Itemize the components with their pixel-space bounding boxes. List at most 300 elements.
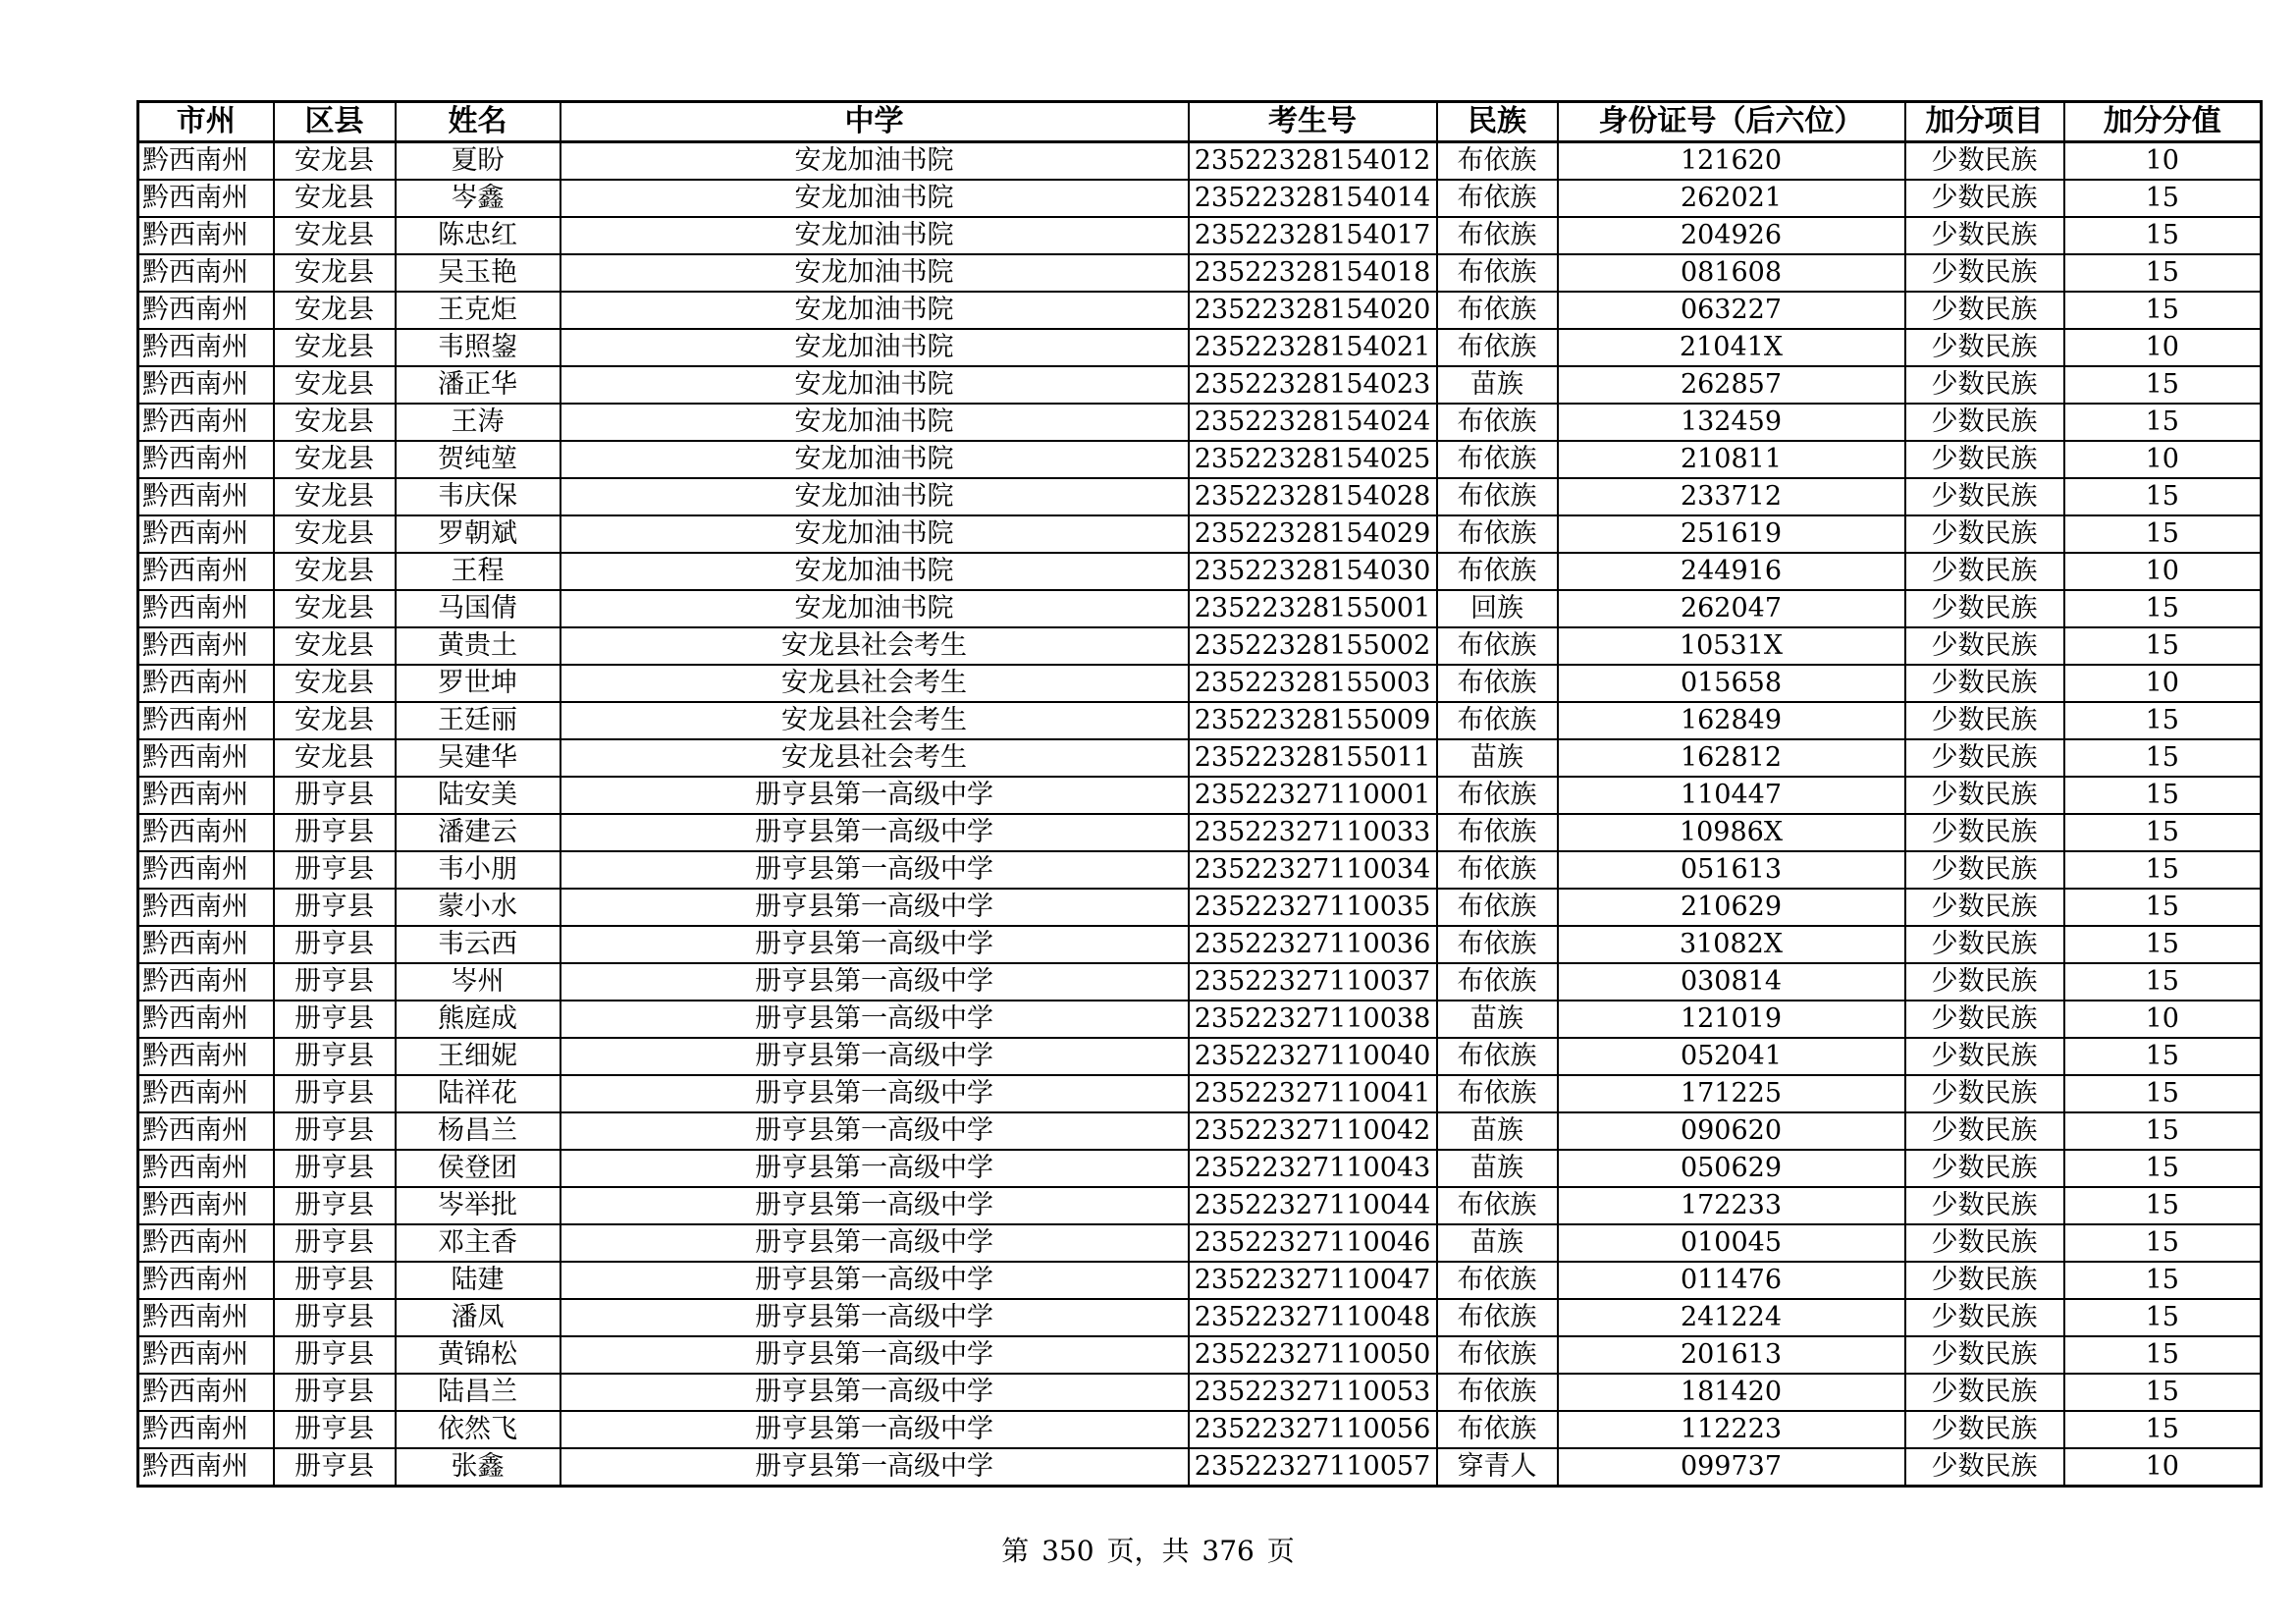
cell-county: 安龙县 [274,665,396,702]
cell-school: 安龙加油书院 [561,553,1189,590]
cell-bonus-item: 少数民族 [1905,404,2064,441]
cell-school: 册亨县第一高级中学 [561,1112,1189,1150]
cell-exam-number: 23522327110033 [1189,814,1437,851]
cell-bonus-points: 15 [2064,180,2262,217]
cell-bonus-item: 少数民族 [1905,515,2064,553]
cell-county: 册亨县 [274,1187,396,1224]
cell-name: 王克炬 [396,292,561,329]
cell-ethnicity: 布依族 [1437,515,1558,553]
cell-bonus-item: 少数民族 [1905,329,2064,366]
cell-bonus-item: 少数民族 [1905,963,2064,1001]
cell-name: 潘建云 [396,814,561,851]
header-bonus-points: 加分分值 [2064,102,2262,142]
cell-bonus-points: 15 [2064,254,2262,292]
cell-ethnicity: 布依族 [1437,627,1558,665]
cell-id-last-six: 121019 [1558,1001,1905,1038]
cell-bonus-points: 10 [2064,553,2262,590]
cell-bonus-item: 少数民族 [1905,1187,2064,1224]
cell-name: 罗朝斌 [396,515,561,553]
cell-school: 安龙县社会考生 [561,627,1189,665]
cell-ethnicity: 苗族 [1437,1224,1558,1262]
cell-county: 安龙县 [274,590,396,627]
cell-bonus-item: 少数民族 [1905,1038,2064,1075]
cell-id-last-six: 132459 [1558,404,1905,441]
cell-bonus-points: 15 [2064,404,2262,441]
table-row [138,1299,2262,1336]
cell-exam-number: 23522328154029 [1189,515,1437,553]
cell-county: 安龙县 [274,739,396,777]
cell-ethnicity: 苗族 [1437,1112,1558,1150]
cell-school: 册亨县第一高级中学 [561,1448,1189,1487]
cell-id-last-six: 262021 [1558,180,1905,217]
cell-county: 安龙县 [274,702,396,739]
cell-ethnicity: 布依族 [1437,180,1558,217]
cell-name: 韦庆保 [396,478,561,515]
cell-name: 王廷丽 [396,702,561,739]
table-row [138,1411,2262,1448]
cell-id-last-six: 262857 [1558,366,1905,404]
cell-name: 黄锦松 [396,1336,561,1374]
cell-ethnicity: 布依族 [1437,217,1558,254]
cell-bonus-points: 15 [2064,889,2262,926]
cell-id-last-six: 210629 [1558,889,1905,926]
cell-name: 熊庭成 [396,1001,561,1038]
cell-school: 安龙加油书院 [561,217,1189,254]
page-number: 第 350 页，共 376 页 [1001,1535,1295,1567]
cell-bonus-item: 少数民族 [1905,478,2064,515]
cell-bonus-points: 15 [2064,627,2262,665]
cell-bonus-points: 15 [2064,515,2262,553]
cell-id-last-six: 110447 [1558,777,1905,814]
cell-bonus-item: 少数民族 [1905,1001,2064,1038]
cell-name: 马国倩 [396,590,561,627]
cell-bonus-points: 15 [2064,1411,2262,1448]
cell-city: 黔西南州 [138,553,274,590]
cell-school: 册亨县第一高级中学 [561,1038,1189,1075]
cell-county: 安龙县 [274,142,396,181]
cell-exam-number: 23522327110034 [1189,851,1437,889]
cell-county: 安龙县 [274,180,396,217]
cell-school: 册亨县第一高级中学 [561,1224,1189,1262]
cell-school: 安龙加油书院 [561,292,1189,329]
table-row [138,292,2262,329]
cell-city: 黔西南州 [138,1262,274,1299]
cell-bonus-item: 少数民族 [1905,180,2064,217]
table-row [138,1448,2262,1487]
cell-bonus-points: 15 [2064,478,2262,515]
cell-city: 黔西南州 [138,702,274,739]
cell-bonus-points: 15 [2064,1224,2262,1262]
cell-ethnicity: 布依族 [1437,1374,1558,1411]
cell-county: 安龙县 [274,217,396,254]
table-row [138,1187,2262,1224]
cell-name: 岑鑫 [396,180,561,217]
cell-bonus-item: 少数民族 [1905,1374,2064,1411]
cell-bonus-item: 少数民族 [1905,1299,2064,1336]
roster-table [136,100,2263,1488]
cell-school: 安龙县社会考生 [561,739,1189,777]
cell-county: 安龙县 [274,553,396,590]
cell-county: 册亨县 [274,1075,396,1112]
cell-name: 陆安美 [396,777,561,814]
cell-exam-number: 23522327110050 [1189,1336,1437,1374]
cell-name: 陈忠红 [396,217,561,254]
cell-city: 黔西南州 [138,1299,274,1336]
cell-ethnicity: 布依族 [1437,1262,1558,1299]
cell-ethnicity: 布依族 [1437,478,1558,515]
cell-name: 韦照鋆 [396,329,561,366]
cell-id-last-six: 052041 [1558,1038,1905,1075]
cell-city: 黔西南州 [138,777,274,814]
cell-name: 韦云西 [396,926,561,963]
cell-ethnicity: 布依族 [1437,963,1558,1001]
cell-city: 黔西南州 [138,1001,274,1038]
cell-city: 黔西南州 [138,292,274,329]
table-row [138,254,2262,292]
cell-bonus-points: 15 [2064,1150,2262,1187]
table-row [138,366,2262,404]
cell-school: 安龙加油书院 [561,142,1189,181]
cell-city: 黔西南州 [138,1411,274,1448]
cell-name: 邓主香 [396,1224,561,1262]
cell-school: 安龙县社会考生 [561,702,1189,739]
header-ethnicity: 民族 [1437,102,1558,142]
cell-ethnicity: 布依族 [1437,1336,1558,1374]
cell-id-last-six: 162812 [1558,739,1905,777]
cell-bonus-item: 少数民族 [1905,777,2064,814]
cell-bonus-item: 少数民族 [1905,441,2064,478]
cell-id-last-six: 21041X [1558,329,1905,366]
cell-id-last-six: 081608 [1558,254,1905,292]
cell-county: 册亨县 [274,1112,396,1150]
cell-id-last-six: 162849 [1558,702,1905,739]
cell-bonus-points: 15 [2064,777,2262,814]
header-exam-number: 考生号 [1189,102,1437,142]
cell-school: 册亨县第一高级中学 [561,889,1189,926]
cell-name: 依然飞 [396,1411,561,1448]
cell-bonus-item: 少数民族 [1905,366,2064,404]
cell-school: 安龙加油书院 [561,478,1189,515]
cell-id-last-six: 051613 [1558,851,1905,889]
cell-school: 安龙加油书院 [561,180,1189,217]
cell-name: 吴建华 [396,739,561,777]
cell-id-last-six: 010045 [1558,1224,1905,1262]
cell-county: 册亨县 [274,926,396,963]
cell-county: 册亨县 [274,814,396,851]
cell-bonus-points: 10 [2064,142,2262,181]
cell-bonus-points: 15 [2064,1374,2262,1411]
header-city: 市州 [138,102,274,142]
cell-name: 侯登团 [396,1150,561,1187]
cell-ethnicity: 苗族 [1437,1150,1558,1187]
cell-name: 王涛 [396,404,561,441]
cell-school: 册亨县第一高级中学 [561,777,1189,814]
cell-exam-number: 23522328154018 [1189,254,1437,292]
cell-name: 王细妮 [396,1038,561,1075]
cell-id-last-six: 181420 [1558,1374,1905,1411]
cell-exam-number: 23522327110040 [1189,1038,1437,1075]
cell-city: 黔西南州 [138,1448,274,1487]
table-row [138,180,2262,217]
cell-school: 册亨县第一高级中学 [561,1150,1189,1187]
cell-ethnicity: 布依族 [1437,254,1558,292]
cell-school: 安龙加油书院 [561,329,1189,366]
cell-name: 潘凤 [396,1299,561,1336]
table-row [138,142,2262,181]
table-row [138,217,2262,254]
cell-school: 册亨县第一高级中学 [561,926,1189,963]
table-row [138,739,2262,777]
cell-county: 册亨县 [274,1336,396,1374]
cell-bonus-points: 15 [2064,1038,2262,1075]
cell-county: 安龙县 [274,478,396,515]
table-row [138,777,2262,814]
table-row [138,1336,2262,1374]
cell-school: 安龙加油书院 [561,404,1189,441]
cell-id-last-six: 251619 [1558,515,1905,553]
cell-bonus-points: 15 [2064,292,2262,329]
cell-name: 张鑫 [396,1448,561,1487]
cell-exam-number: 23522328155001 [1189,590,1437,627]
cell-bonus-item: 少数民族 [1905,590,2064,627]
cell-id-last-six: 050629 [1558,1150,1905,1187]
cell-bonus-points: 15 [2064,1187,2262,1224]
cell-ethnicity: 布依族 [1437,926,1558,963]
table-row [138,1262,2262,1299]
cell-city: 黔西南州 [138,142,274,181]
table-body [138,142,2262,1487]
cell-id-last-six: 241224 [1558,1299,1905,1336]
cell-city: 黔西南州 [138,1224,274,1262]
cell-city: 黔西南州 [138,1374,274,1411]
cell-bonus-item: 少数民族 [1905,292,2064,329]
cell-exam-number: 23522328155003 [1189,665,1437,702]
table-row [138,963,2262,1001]
cell-school: 安龙加油书院 [561,366,1189,404]
header-id-last-six: 身份证号（后六位） [1558,102,1905,142]
cell-name: 岑举批 [396,1187,561,1224]
cell-county: 册亨县 [274,777,396,814]
cell-exam-number: 23522327110041 [1189,1075,1437,1112]
cell-city: 黔西南州 [138,329,274,366]
cell-bonus-points: 15 [2064,217,2262,254]
cell-id-last-six: 171225 [1558,1075,1905,1112]
cell-county: 安龙县 [274,254,396,292]
cell-id-last-six: 090620 [1558,1112,1905,1150]
header-school: 中学 [561,102,1189,142]
cell-id-last-six: 121620 [1558,142,1905,181]
cell-city: 黔西南州 [138,851,274,889]
cell-city: 黔西南州 [138,1112,274,1150]
cell-city: 黔西南州 [138,404,274,441]
table-row [138,329,2262,366]
cell-county: 册亨县 [274,1299,396,1336]
cell-bonus-item: 少数民族 [1905,1112,2064,1150]
cell-bonus-item: 少数民族 [1905,739,2064,777]
cell-bonus-points: 10 [2064,329,2262,366]
cell-county: 册亨县 [274,1411,396,1448]
cell-name: 杨昌兰 [396,1112,561,1150]
table-row [138,515,2262,553]
cell-id-last-six: 201613 [1558,1336,1905,1374]
cell-city: 黔西南州 [138,217,274,254]
cell-school: 安龙县社会考生 [561,665,1189,702]
cell-ethnicity: 布依族 [1437,1187,1558,1224]
cell-school: 册亨县第一高级中学 [561,1336,1189,1374]
cell-id-last-six: 172233 [1558,1187,1905,1224]
table-row [138,1112,2262,1150]
table-row [138,926,2262,963]
table-row [138,404,2262,441]
cell-bonus-item: 少数民族 [1905,1411,2064,1448]
cell-exam-number: 23522328154012 [1189,142,1437,181]
cell-bonus-points: 15 [2064,1299,2262,1336]
cell-ethnicity: 布依族 [1437,404,1558,441]
cell-bonus-points: 15 [2064,1336,2262,1374]
cell-county: 册亨县 [274,963,396,1001]
cell-ethnicity: 布依族 [1437,851,1558,889]
cell-city: 黔西南州 [138,889,274,926]
cell-city: 黔西南州 [138,1336,274,1374]
cell-city: 黔西南州 [138,814,274,851]
cell-exam-number: 23522328154020 [1189,292,1437,329]
cell-county: 册亨县 [274,1448,396,1487]
cell-exam-number: 23522328154028 [1189,478,1437,515]
cell-name: 陆祥花 [396,1075,561,1112]
cell-school: 册亨县第一高级中学 [561,1262,1189,1299]
cell-bonus-points: 15 [2064,1262,2262,1299]
cell-exam-number: 23522328154024 [1189,404,1437,441]
cell-id-last-six: 030814 [1558,963,1905,1001]
cell-city: 黔西南州 [138,963,274,1001]
cell-exam-number: 23522327110036 [1189,926,1437,963]
cell-ethnicity: 布依族 [1437,1075,1558,1112]
cell-id-last-six: 011476 [1558,1262,1905,1299]
cell-bonus-item: 少数民族 [1905,814,2064,851]
cell-bonus-item: 少数民族 [1905,1262,2064,1299]
cell-county: 安龙县 [274,366,396,404]
cell-exam-number: 23522328154025 [1189,441,1437,478]
cell-bonus-points: 15 [2064,851,2262,889]
cell-city: 黔西南州 [138,1187,274,1224]
cell-city: 黔西南州 [138,1150,274,1187]
cell-bonus-item: 少数民族 [1905,851,2064,889]
cell-school: 安龙加油书院 [561,254,1189,292]
table-row [138,553,2262,590]
cell-city: 黔西南州 [138,441,274,478]
cell-bonus-points: 15 [2064,702,2262,739]
cell-exam-number: 23522327110042 [1189,1112,1437,1150]
cell-exam-number: 23522328154030 [1189,553,1437,590]
cell-id-last-six: 099737 [1558,1448,1905,1487]
cell-exam-number: 23522328154014 [1189,180,1437,217]
cell-name: 潘正华 [396,366,561,404]
table-row [138,478,2262,515]
cell-name: 黄贵土 [396,627,561,665]
cell-county: 安龙县 [274,441,396,478]
cell-exam-number: 23522327110047 [1189,1262,1437,1299]
cell-exam-number: 23522327110056 [1189,1411,1437,1448]
table-header [138,102,2262,142]
cell-county: 册亨县 [274,851,396,889]
table-row [138,590,2262,627]
header-county: 区县 [274,102,396,142]
table-row [138,851,2262,889]
cell-bonus-item: 少数民族 [1905,926,2064,963]
cell-id-last-six: 233712 [1558,478,1905,515]
cell-city: 黔西南州 [138,254,274,292]
cell-county: 册亨县 [274,1001,396,1038]
cell-bonus-points: 15 [2064,963,2262,1001]
table-row [138,814,2262,851]
cell-school: 册亨县第一高级中学 [561,1299,1189,1336]
cell-county: 册亨县 [274,1038,396,1075]
cell-bonus-points: 10 [2064,1001,2262,1038]
cell-school: 册亨县第一高级中学 [561,963,1189,1001]
cell-school: 册亨县第一高级中学 [561,1187,1189,1224]
cell-school: 册亨县第一高级中学 [561,1374,1189,1411]
cell-name: 王程 [396,553,561,590]
cell-county: 安龙县 [274,515,396,553]
cell-id-last-six: 204926 [1558,217,1905,254]
cell-county: 册亨县 [274,1224,396,1262]
cell-bonus-points: 15 [2064,926,2262,963]
cell-id-last-six: 112223 [1558,1411,1905,1448]
cell-exam-number: 23522327110046 [1189,1224,1437,1262]
table-row [138,441,2262,478]
table-row [138,665,2262,702]
cell-name: 罗世坤 [396,665,561,702]
header-bonus-item: 加分项目 [1905,102,2064,142]
cell-ethnicity: 布依族 [1437,553,1558,590]
cell-exam-number: 23522327110057 [1189,1448,1437,1487]
cell-city: 黔西南州 [138,739,274,777]
cell-exam-number: 23522328155011 [1189,739,1437,777]
cell-ethnicity: 布依族 [1437,142,1558,181]
cell-exam-number: 23522328154017 [1189,217,1437,254]
cell-county: 安龙县 [274,292,396,329]
cell-ethnicity: 布依族 [1437,329,1558,366]
cell-bonus-item: 少数民族 [1905,1224,2064,1262]
cell-exam-number: 23522328154023 [1189,366,1437,404]
cell-bonus-item: 少数民族 [1905,1150,2064,1187]
cell-ethnicity: 布依族 [1437,1299,1558,1336]
cell-bonus-points: 15 [2064,590,2262,627]
cell-school: 册亨县第一高级中学 [561,1075,1189,1112]
cell-bonus-points: 15 [2064,814,2262,851]
cell-name: 岑州 [396,963,561,1001]
cell-exam-number: 23522327110037 [1189,963,1437,1001]
cell-bonus-item: 少数民族 [1905,1336,2064,1374]
cell-ethnicity: 回族 [1437,590,1558,627]
cell-city: 黔西南州 [138,366,274,404]
cell-bonus-points: 10 [2064,665,2262,702]
cell-bonus-points: 15 [2064,1075,2262,1112]
cell-bonus-item: 少数民族 [1905,1075,2064,1112]
cell-school: 安龙加油书院 [561,515,1189,553]
cell-exam-number: 23522327110048 [1189,1299,1437,1336]
table-row [138,1075,2262,1112]
cell-bonus-item: 少数民族 [1905,889,2064,926]
cell-county: 册亨县 [274,1374,396,1411]
cell-bonus-item: 少数民族 [1905,702,2064,739]
cell-ethnicity: 布依族 [1437,889,1558,926]
cell-city: 黔西南州 [138,926,274,963]
cell-exam-number: 23522327110035 [1189,889,1437,926]
cell-bonus-points: 15 [2064,739,2262,777]
cell-id-last-six: 10986X [1558,814,1905,851]
cell-id-last-six: 015658 [1558,665,1905,702]
